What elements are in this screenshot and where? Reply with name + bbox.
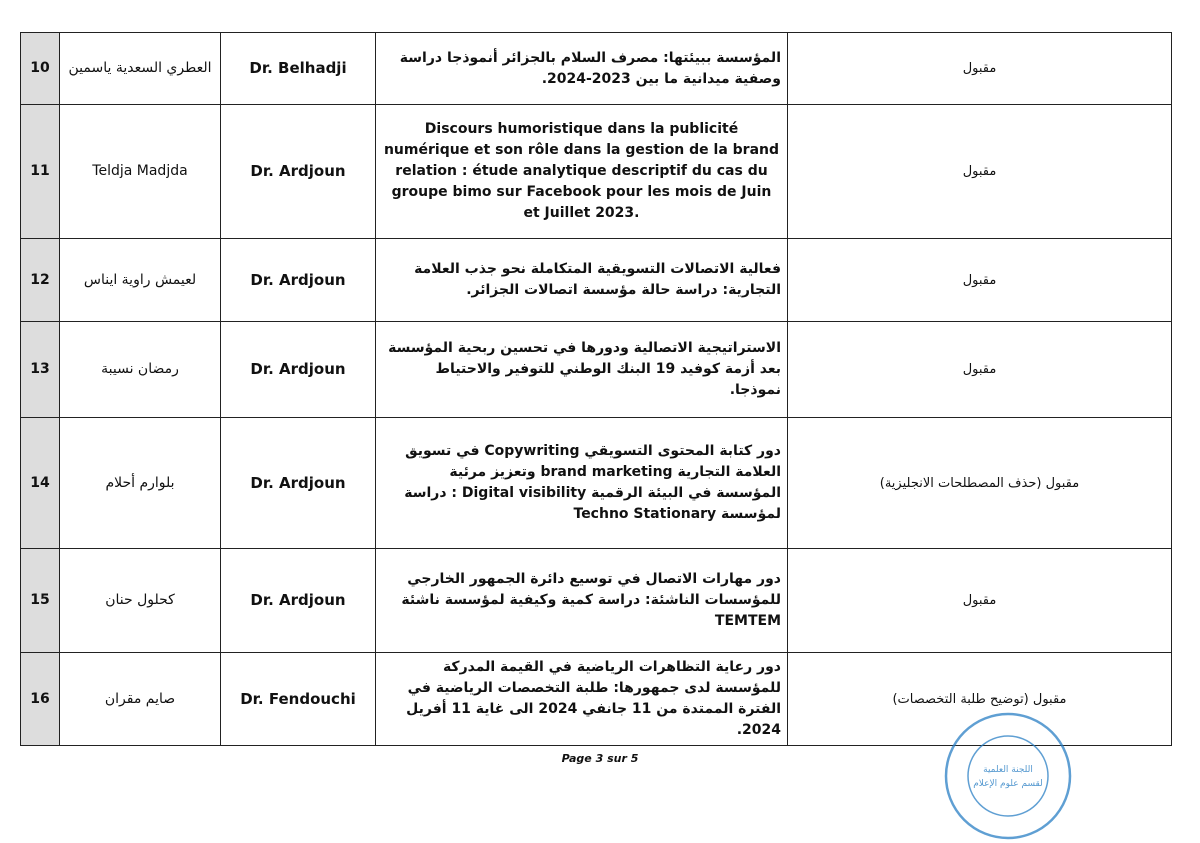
thesis-topic: دور كتابة المحتوى التسويقي Copywriting في تسويق العلامة التجارية brand marketing وتعزيز مرئية المؤسسة في البيئة الرقمية Digital visibility : دراسة لمؤسسة Techno Stationary [376, 418, 788, 549]
supervisor-name: Dr. Ardjoun [221, 105, 376, 239]
row-number: 14 [21, 418, 60, 549]
thesis-topic: فعالية الاتصالات التسويقية المتكاملة نحو جذب العلامة التجارية: دراسة حالة مؤسسة اتصالات الجزائر. [376, 239, 788, 322]
supervisor-name: Dr. Belhadji [221, 33, 376, 105]
supervisor-name: Dr. Ardjoun [221, 418, 376, 549]
student-name: Teldja Madjda [60, 105, 221, 239]
student-name: لعيمش راوية ايناس [60, 239, 221, 322]
student-name: رمضان نسيبة [60, 322, 221, 418]
table-row [21, 549, 1172, 653]
decision: مقبول [788, 105, 1172, 239]
student-name: صايم مقران [60, 653, 221, 746]
svg-text:لقسم علوم الإعلام: لقسم علوم الإعلام [973, 779, 1043, 789]
decision: مقبول [788, 33, 1172, 105]
thesis-topic: دور مهارات الاتصال في توسيع دائرة الجمهور الخارجي للمؤسسات الناشئة: دراسة كمية وكيفية لمؤسسة ناشئة TEMTEM [376, 549, 788, 653]
thesis-topic: دور رعاية التظاهرات الرياضية في القيمة المدركة للمؤسسة لدى جمهورها: طلبة التخصصات الرياضية في الفترة الممتدة من 11 جانفي 2024 الى غاية 11 أفريل 2024. [376, 653, 788, 746]
decision: مقبول [788, 239, 1172, 322]
student-name: بلوارم أحلام [60, 418, 221, 549]
student-name: العطري السعدية ياسمين [60, 33, 221, 105]
table-row [21, 105, 1172, 239]
row-number: 16 [21, 653, 60, 746]
table-row [21, 418, 1172, 549]
row-number: 15 [21, 549, 60, 653]
stamp-seal [942, 710, 1074, 842]
decision: مقبول [788, 549, 1172, 653]
svg-text:اللجنة العلمية: اللجنة العلمية [983, 765, 1033, 775]
theses-table [20, 32, 1172, 746]
table-row [21, 239, 1172, 322]
decision: مقبول (حذف المصطلحات الانجليزية) [788, 418, 1172, 549]
supervisor-name: Dr. Fendouchi [221, 653, 376, 746]
row-number: 11 [21, 105, 60, 239]
table-row [21, 322, 1172, 418]
supervisor-name: Dr. Ardjoun [221, 322, 376, 418]
decision: مقبول (توضيح طلبة التخصصات) [788, 653, 1172, 746]
decision: مقبول [788, 322, 1172, 418]
supervisor-name: Dr. Ardjoun [221, 549, 376, 653]
thesis-topic: المؤسسة ببيئتها: مصرف السلام بالجزائر أنموذجا دراسة وصفية ميدانية ما بين 2023-2024. [376, 33, 788, 105]
thesis-topic: Discours humoristique dans la publicité numérique et son rôle dans la gestion de la brand relation : étude analytique descriptif du cas du groupe bimo sur Facebook pour les mois de Juin et Juillet 2023. [376, 105, 788, 239]
thesis-topic: الاستراتيجية الاتصالية ودورها في تحسين ربحية المؤسسة بعد أزمة كوفيد 19 البنك الوطني للتوفير والاحتياط نموذجا. [376, 322, 788, 418]
page-footer: Page 3 sur 5 [561, 752, 639, 765]
row-number: 12 [21, 239, 60, 322]
row-number: 13 [21, 322, 60, 418]
table-row [21, 33, 1172, 105]
supervisor-name: Dr. Ardjoun [221, 239, 376, 322]
student-name: كحلول حنان [60, 549, 221, 653]
row-number: 10 [21, 33, 60, 105]
